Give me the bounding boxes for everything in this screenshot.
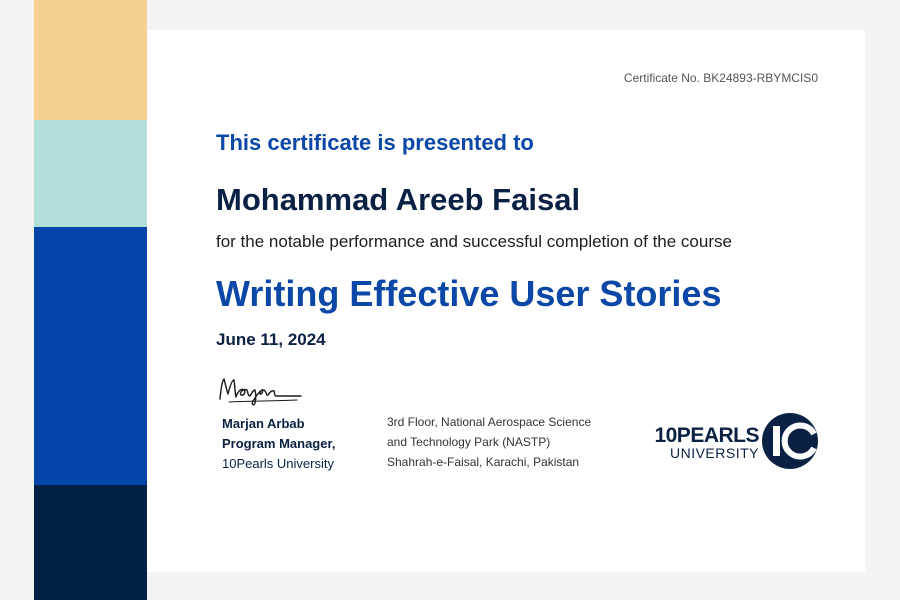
- certificate-number: Certificate No. BK24893-RBYMCIS0: [623, 71, 818, 85]
- decorative-stripe-yellow: [34, 0, 147, 120]
- signatory-organization: 10Pearls University: [222, 456, 334, 471]
- logo-wordmark: 10PEARLS: [654, 424, 759, 447]
- signatory-name: Marjan Arbab: [222, 416, 305, 431]
- recipient-name: Mohammad Areeb Faisal: [216, 182, 581, 217]
- 10pearls-university-logo: [643, 410, 819, 472]
- course-title: Writing Effective User Stories: [216, 273, 722, 314]
- signature-image: [217, 374, 303, 408]
- certificate-card: [147, 30, 865, 572]
- presented-heading: This certificate is presented to: [216, 130, 534, 155]
- decorative-stripe-mint: [34, 120, 147, 227]
- address-line-3: Shahrah-e-Faisal, Karachi, Pakistan: [387, 455, 580, 469]
- address-line-2: and Technology Park (NASTP): [387, 435, 551, 449]
- signatory-block: [222, 414, 335, 474]
- signatory-title: Program Manager,: [222, 436, 336, 451]
- completion-date: June 11, 2024: [216, 330, 326, 349]
- address-line-1: 3rd Floor, National Aerospace Science: [387, 415, 592, 429]
- decorative-stripe-navy: [34, 485, 147, 600]
- logo-subtitle: UNIVERSITY: [669, 445, 759, 461]
- address-block: [387, 412, 591, 472]
- 10-pearls-circle-icon: [761, 412, 819, 470]
- decorative-stripe-blue: [34, 227, 147, 485]
- completion-statement: for the notable performance and successful completion of the course: [216, 232, 732, 251]
